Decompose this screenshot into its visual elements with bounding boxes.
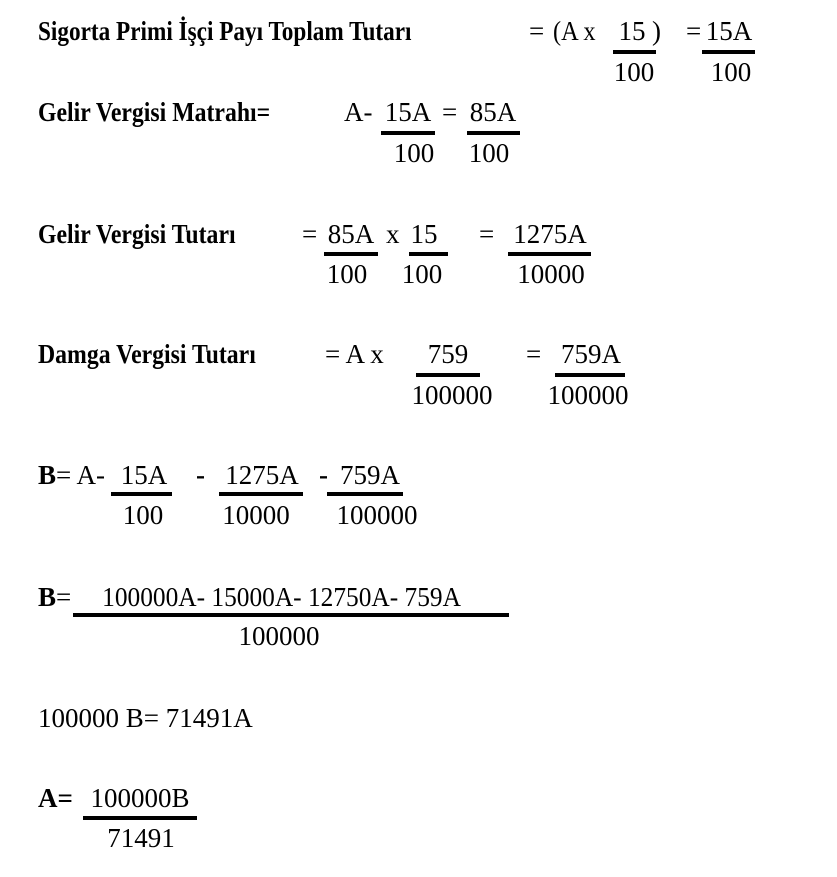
- fraction-bar: [327, 492, 403, 496]
- minus-operator: -: [196, 460, 205, 490]
- fraction-bar: [416, 373, 480, 377]
- minus-operator: -: [319, 460, 328, 490]
- equals-sign: =: [686, 16, 702, 46]
- result-numerator: 759A: [561, 339, 621, 369]
- fraction-bar: [111, 492, 172, 496]
- fraction-bar: [613, 50, 656, 54]
- fraction-numerator: 15: [410, 219, 438, 249]
- fraction-numerator: 15A: [384, 97, 432, 127]
- result-denominator: 100000: [547, 380, 629, 410]
- fraction-denominator: 100: [122, 500, 164, 530]
- fraction-denominator: 100000: [238, 621, 320, 651]
- equals-sign: =: [56, 582, 72, 612]
- equals-sign: =: [529, 16, 545, 46]
- fraction-bar: [73, 613, 509, 617]
- multiply-operator: x: [386, 219, 400, 249]
- equals-sign: =: [302, 219, 318, 249]
- fraction-denominator: 100: [613, 57, 655, 87]
- fraction-bar: [83, 816, 197, 820]
- simplified-equation: 100000 B= 71491A: [38, 703, 253, 733]
- fraction-denominator: 71491: [107, 823, 175, 853]
- fraction-numerator: 1275A: [225, 460, 299, 490]
- fraction-numerator: 85A: [327, 219, 375, 249]
- expression-open: (A x: [553, 16, 596, 46]
- result-numerator: 15A: [705, 16, 753, 46]
- fraction-numerator: 759: [427, 339, 469, 369]
- result-numerator: 85A: [469, 97, 517, 127]
- fraction-bar: [409, 252, 448, 256]
- fraction-numerator: 15: [618, 16, 646, 46]
- fraction-bar: [467, 131, 520, 135]
- fraction-denominator: 100: [393, 138, 435, 168]
- fraction-numerator: 100000B: [90, 783, 190, 813]
- fraction-numerator: 100000A- 15000A- 12750A- 759A: [102, 582, 461, 612]
- fraction-bar: [702, 50, 755, 54]
- fraction-denominator: 100: [326, 259, 368, 289]
- fraction-bar: [324, 252, 378, 256]
- lhs-variable: B: [38, 460, 57, 490]
- fraction-denominator: 100000: [336, 500, 418, 530]
- equals-sign: =: [479, 219, 495, 249]
- fraction-denominator: 100: [401, 259, 443, 289]
- expression: = A x: [325, 339, 384, 369]
- expression-prefix: A-: [344, 97, 373, 127]
- fraction-numerator: 759A: [340, 460, 400, 490]
- fraction-bar: [381, 131, 435, 135]
- fraction-denominator: 100000: [411, 380, 493, 410]
- lhs-variable: A=: [38, 783, 73, 813]
- fraction-bar: [555, 373, 625, 377]
- fraction-bar: [219, 492, 303, 496]
- gelir-vergisi-tutari-label: Gelir Vergisi Tutarı: [38, 219, 236, 249]
- equals-sign: =: [442, 97, 458, 127]
- fraction-bar: [508, 252, 591, 256]
- result-numerator: 1275A: [513, 219, 587, 249]
- damga-vergisi-tutari-label: Damga Vergisi Tutarı: [38, 339, 256, 369]
- result-denominator: 100: [710, 57, 752, 87]
- expression-prefix: = A-: [56, 460, 105, 490]
- lhs-variable: B: [38, 582, 57, 612]
- result-denominator: 10000: [517, 259, 585, 289]
- equals-sign: =: [526, 339, 542, 369]
- sigorta-primi-label: Sigorta Primi İşçi Payı Toplam Tutarı: [38, 16, 412, 46]
- fraction-denominator: 10000: [222, 500, 290, 530]
- fraction-numerator: 15A: [120, 460, 168, 490]
- expression-close: ): [652, 16, 661, 46]
- gelir-vergisi-matrahi-label: Gelir Vergisi Matrahı=: [38, 97, 271, 127]
- result-denominator: 100: [468, 138, 510, 168]
